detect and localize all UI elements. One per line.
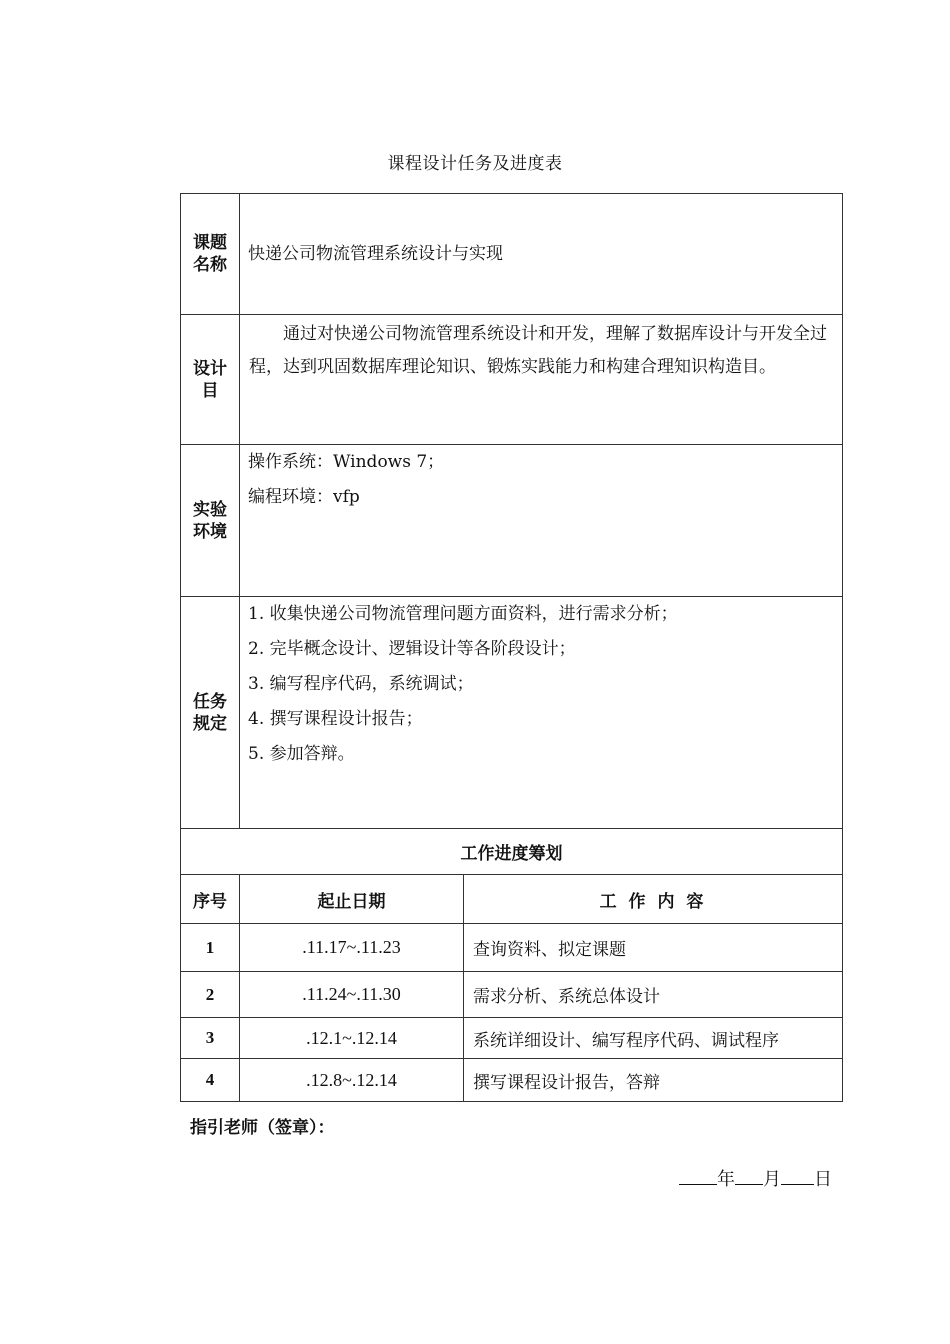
list-item: 4. 撰写课程设计报告； xyxy=(248,709,423,729)
day-blank xyxy=(781,1166,814,1185)
task-schedule-table xyxy=(180,193,843,1102)
goal-text: 通过对快递公司物流管理系统设计和开发，理解了数据库设计与开发全过程，达到巩固数据库理论知识、锻炼实践能力和构建合理知识构造目。 xyxy=(240,315,843,445)
list-item: 1. 收集快递公司物流管理问题方面资料，进行需求分析； xyxy=(248,604,678,624)
teacher-signature-label: 指引老师（签章）： xyxy=(190,1118,335,1138)
row-date: .11.24~.11.30 xyxy=(240,972,464,1018)
list-item: 5. 参加答辩。 xyxy=(248,744,355,764)
row-number: 4 xyxy=(181,1059,240,1102)
row-date: .12.8~.12.14 xyxy=(240,1059,464,1102)
table-row xyxy=(181,1018,843,1059)
env-text: 操作系统：Windows 7； 编程环境：vfp xyxy=(240,445,843,597)
list-item: 2. 完毕概念设计、逻辑设计等各阶段设计； xyxy=(248,639,576,659)
goal-row xyxy=(181,315,843,445)
row-number: 1 xyxy=(181,924,240,972)
row-work: 系统详细设计、编写程序代码、调试程序 xyxy=(464,1018,843,1059)
tasks-list xyxy=(240,597,843,829)
document-title: 课程设计任务及进度表 xyxy=(387,154,563,174)
row-date: .12.1~.12.14 xyxy=(240,1018,464,1059)
row-date: .11.17~.11.23 xyxy=(240,924,464,972)
column-header-date: 起止日期 xyxy=(240,875,464,924)
table-row xyxy=(181,972,843,1018)
row-number: 2 xyxy=(181,972,240,1018)
topic-value: 快递公司物流管理系统设计与实现 xyxy=(240,194,843,315)
schedule-header-row xyxy=(181,875,843,924)
tasks-row xyxy=(181,597,843,829)
list-item: 3. 编写程序代码，系统调试； xyxy=(248,674,474,694)
year-blank xyxy=(679,1166,717,1185)
column-header-no: 序号 xyxy=(181,875,240,924)
schedule-title: 工作进度筹划 xyxy=(181,829,843,875)
row-work: 撰写课程设计报告，答辩 xyxy=(464,1059,843,1102)
schedule-title-row xyxy=(181,829,843,875)
topic-row xyxy=(181,194,843,315)
topic-label: 课题 名称 xyxy=(181,194,240,315)
table-row xyxy=(181,1059,843,1102)
env-label: 实验 环境 xyxy=(181,445,240,597)
month-blank xyxy=(735,1166,763,1185)
tasks-label: 任务 规定 xyxy=(181,597,240,829)
column-header-work: 工 作 内 容 xyxy=(464,875,843,924)
goal-label: 设计 目 xyxy=(181,315,240,445)
row-work: 需求分析、系统总体设计 xyxy=(464,972,843,1018)
table-row xyxy=(181,924,843,972)
signature-date: 年 月 日 xyxy=(679,1165,832,1191)
row-number: 3 xyxy=(181,1018,240,1059)
row-work: 查询资料、拟定课题 xyxy=(464,924,843,972)
env-row xyxy=(181,445,843,597)
